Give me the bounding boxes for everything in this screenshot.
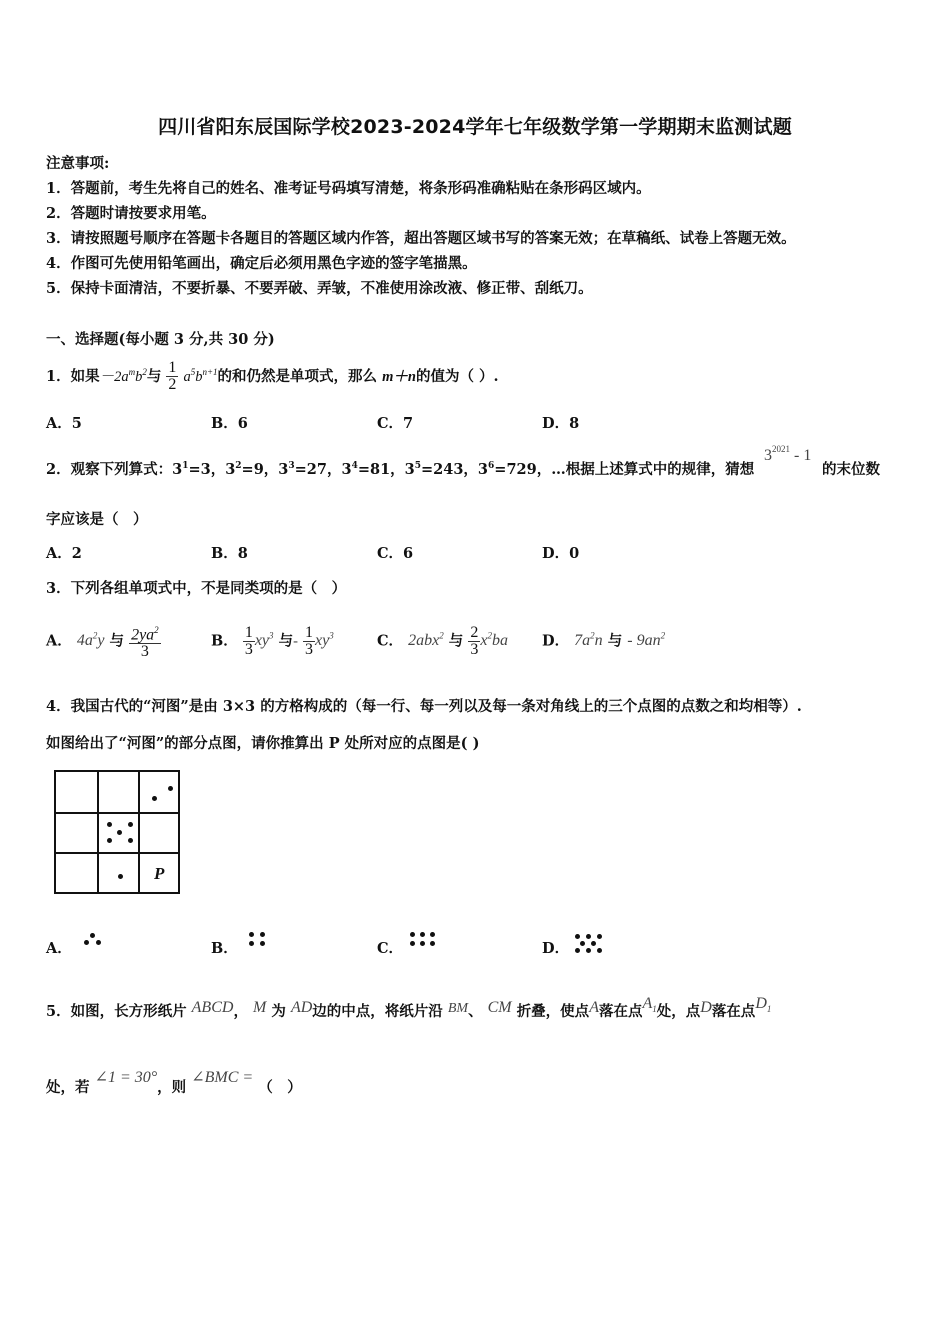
dot [128,838,133,843]
notice-heading: 注意事项: [46,155,110,172]
q1-option-a[interactable]: A．5 [46,415,82,432]
grid-line [138,772,140,892]
q1-option-b[interactable]: B．6 [211,415,248,432]
dot [128,822,133,827]
q4-option-c[interactable]: C． [377,940,404,957]
q2-option-b[interactable]: B．8 [211,545,248,562]
q3-option-a[interactable]: A． $4a^2y$ 与 $\frac{2ya^2}{3}$ [46,612,161,665]
question-5-line-2: 处，若 ∠1 = 30°，则 ∠BMC = （ ） [46,1069,302,1096]
notice-item-5: 5．保持卡面清洁，不要折暴、不要弄破、弄皱，不准使用涂改液、修正带、刮纸刀。 [46,280,593,297]
question-2-line-1: 2．观察下列算式：$3^1=3$，$3^2=9$，$3^3=27$，$3^4=81$，$3^5=243$，$3^6=729$，…根据上述算式中的规律，猜想 [46,461,755,478]
hetu-grid-figure [54,770,180,894]
q2-line-1-end: 的末位数 [822,461,880,478]
q4-option-a-dots [84,933,102,947]
notice-item-3: 3．请按照题号顺序在答题卡各题目的答题区域内作答，超出答题区域书写的答案无效；在草稿纸、试卷上答题无效。 [46,230,796,247]
q3-option-c[interactable]: C． 2abx$^2$ 与 $\frac{2}{3}$ $x^2ba$ [377,623,508,658]
q4-option-a[interactable]: A． [46,940,72,957]
section-heading: 一、选择题(每小题 3 分,共 30 分) [46,331,275,348]
question-2-line-2: 字应该是（ ） [46,511,148,528]
grid-line [56,812,178,814]
q2-option-d[interactable]: D．0 [542,545,580,562]
q2-guess-expression: $3^{2021} - 1$ [764,444,812,464]
dot [152,796,157,801]
question-4-line-1: 4．我国古代的“河图”是由 3×3 的方格构成的（每一行、每一列以及每一条对角线上的三个点图的点数之和均相等）. [46,698,802,715]
p-label: P [154,864,165,883]
grid-line [56,852,178,854]
q4-option-d-dots [575,934,603,956]
dot [118,874,123,879]
notice-item-2: 2．答题时请按要求用笔。 [46,205,216,222]
question-3: 3．下列各组单项式中，不是同类项的是（ ） [46,580,347,597]
page-title: 四川省阳东辰国际学校2023-2024学年七年级数学第一学期期末监测试题 [158,116,792,138]
q1-option-c[interactable]: C．7 [377,415,414,432]
notice-item-4: 4．作图可先使用铅笔画出，确定后必须用黑色字迹的签字笔描黑。 [46,255,477,272]
q1-option-d[interactable]: D．8 [542,415,580,432]
q3-option-d[interactable]: D． $7a^2n$ 与 - $9an^2$ [542,631,666,650]
dot [107,822,112,827]
q4-option-b-dots [249,932,267,948]
question-4-line-2: 如图给出了“河图”的部分点图，请你推算出 P 处所对应的点图是( ) [46,735,480,752]
dot [168,786,173,791]
question-1: 1．如果$-2a^mb^2$与 $\frac{1}{2}$ $a^5b^{n+1}$的和仍然是单项式，那么 m＋n的值为（ ）. [46,359,499,394]
fraction-half: $\frac{1}{2}$ [168,359,177,394]
q4-option-b[interactable]: B． [211,940,238,957]
notice-item-1: 1．答题前，考生先将自己的姓名、准考证号码填写清楚，将条形码准确粘贴在条形码区域内。 [46,180,651,197]
dot [117,830,122,835]
grid-line [97,772,99,892]
q2-option-c[interactable]: C．6 [377,545,414,562]
q4-option-d[interactable]: D． [542,940,570,957]
q3-option-b[interactable]: B． $\frac{1}{3}$ $xy^3$ 与- $\frac{1}{3}$ $xy^3$ [211,623,334,658]
dot [107,838,112,843]
q4-option-c-dots [410,932,438,948]
q2-option-a[interactable]: A．2 [46,545,82,562]
question-5-line-1: 5．如图，长方形纸片 ABCD， M 为 AD边的中点，将纸片沿 BM、 CM 折叠，使点A落在点$A_1$处，点D落在点$D_1$ [46,995,772,1020]
